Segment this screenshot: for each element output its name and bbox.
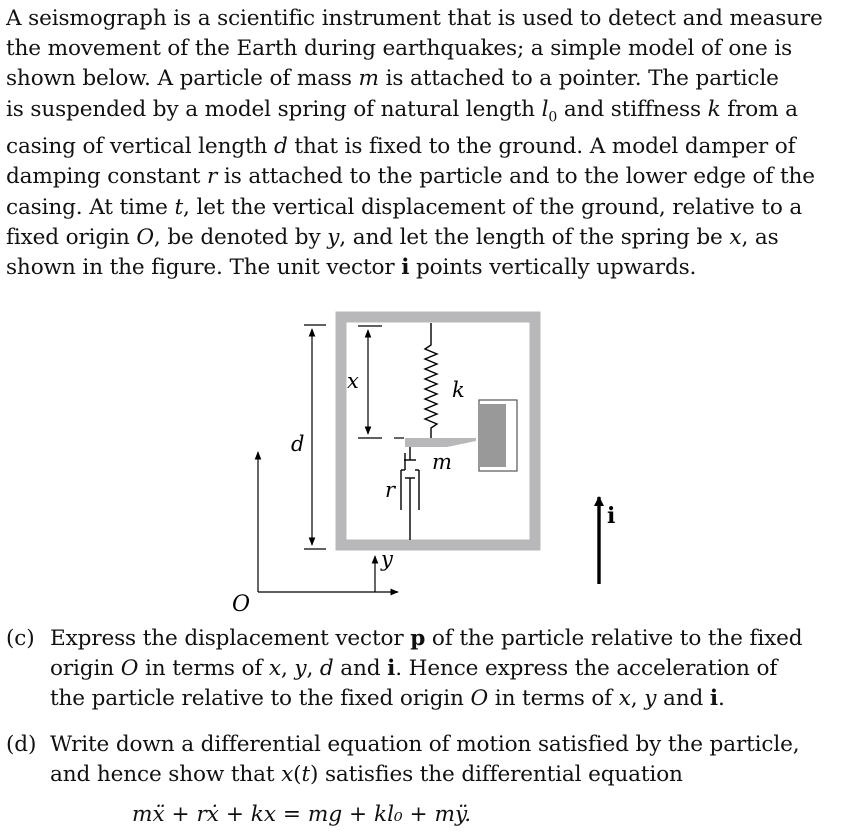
part-d-line-1: Write down a differential equation of motion satisfied by the particle, bbox=[50, 731, 800, 757]
part-d-line-2: and hence show that x(t) satisfies the differential equation bbox=[50, 761, 683, 787]
intro-line-2: the movement of the Earth during earthquakes; a simple model of one is bbox=[6, 36, 793, 62]
label-d: d bbox=[291, 432, 305, 456]
intro-line-8: fixed origin O, be denoted by y, and let the length of the spring be x, as bbox=[6, 224, 779, 250]
problem-statement bbox=[6, 4, 856, 283]
x-dimension bbox=[358, 326, 404, 438]
label-i: i bbox=[607, 503, 616, 529]
label-x: x bbox=[347, 369, 359, 393]
intro-line-7: casing. At time t, let the vertical displacement of the ground, relative to a bbox=[6, 194, 803, 220]
part-c-label: (c) bbox=[6, 626, 35, 651]
intro-line-6: damping constant r is attached to the particle and to the lower edge of the bbox=[6, 164, 815, 190]
origin-axes bbox=[258, 452, 398, 592]
label-O: O bbox=[232, 592, 251, 617]
intro-line-9: shown in the figure. The unit vector i points vertically upwards. bbox=[6, 254, 697, 280]
intro-line-3: shown below. A particle of mass m is attached to a pointer. The particle bbox=[6, 66, 779, 92]
d-dimension bbox=[304, 325, 326, 549]
pointer-arm bbox=[405, 438, 476, 447]
intro-line-4: is suspended by a model spring of natural length $l_0$ and stiffness k from a bbox=[6, 96, 798, 125]
scale-ticks bbox=[481, 404, 505, 467]
seismograph-figure bbox=[0, 295, 859, 620]
part-c bbox=[6, 624, 856, 715]
part-d-label: (d) bbox=[6, 731, 37, 757]
label-r: r bbox=[385, 478, 396, 502]
intro-line-1: A seismograph is a scientific instrument that is used to detect and measure bbox=[6, 6, 823, 31]
part-c-line-2: origin O in terms of x, y, d and i. Hence express the acceleration of bbox=[50, 656, 778, 682]
part-d bbox=[6, 730, 856, 790]
differential-equation: mẍ + rẋ + kx = mg + kl₀ + mÿ. bbox=[132, 802, 472, 827]
label-k: k bbox=[452, 378, 465, 402]
spring bbox=[425, 323, 437, 438]
damper bbox=[401, 447, 419, 540]
label-m: m bbox=[432, 450, 452, 474]
part-c-line-1: Express the displacement vector p of the particle relative to the fixed bbox=[50, 626, 803, 651]
part-c-line-3: the particle relative to the fixed origin O in terms of x, y and i. bbox=[50, 686, 725, 712]
intro-line-5: casing of vertical length d that is fixed to the ground. A model damper of bbox=[6, 134, 796, 160]
label-y: y bbox=[381, 547, 393, 571]
